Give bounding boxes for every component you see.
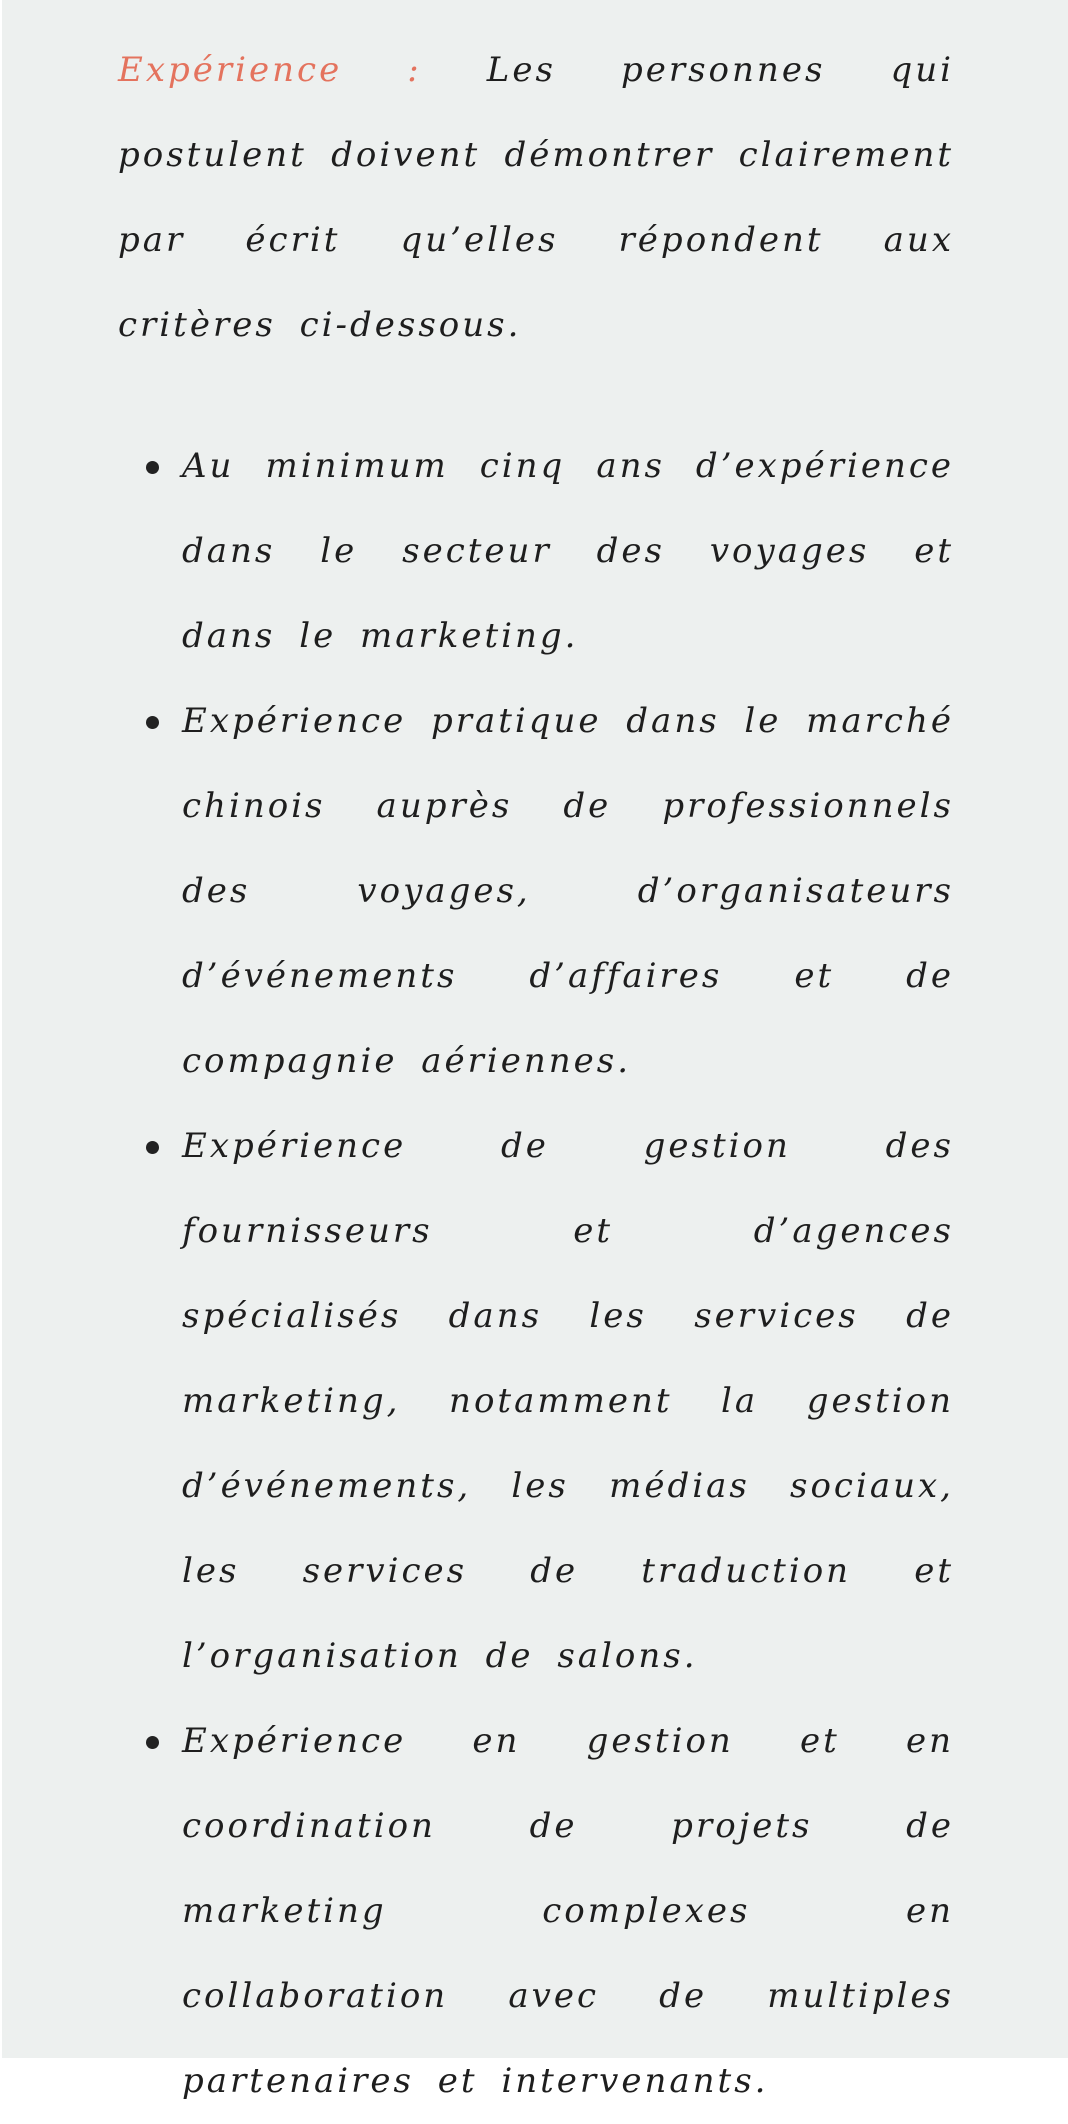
bullet-icon bbox=[146, 1141, 159, 1154]
experience-label: Expérience : bbox=[118, 50, 422, 90]
requirement-item-2 bbox=[182, 679, 954, 1104]
requirements-list bbox=[118, 424, 954, 2124]
bullet-icon bbox=[146, 716, 159, 729]
requirement-text: Expérience de gestion des fournisseurs et d’agences spécialisés dans les services de marketing, notamment la gestion d’événements, les médias sociaux, les services de traduction et l’organisation de salons. bbox=[182, 1126, 954, 1676]
bullet-icon bbox=[146, 461, 159, 474]
requirement-text: Expérience pratique dans le marché chinois auprès de professionnels des voyages, d’organisateurs d’événements d’affaires et de compagnie aériennes. bbox=[182, 701, 954, 1081]
intro-paragraph bbox=[118, 28, 954, 368]
intro-text: Les personnes qui postulent doivent démontrer clairement par écrit qu’elles répondent aux critères ci-dessous. bbox=[118, 50, 954, 345]
bullet-icon bbox=[146, 1736, 159, 1749]
requirement-item-1 bbox=[182, 424, 954, 679]
requirement-text: Expérience en gestion et en coordination de projets de marketing complexes en collaboration avec de multiples partenaires et intervenants. bbox=[182, 1721, 954, 2101]
requirement-item-4 bbox=[182, 1699, 954, 2124]
document-page bbox=[2, 0, 1068, 2101]
requirement-item-3 bbox=[182, 1104, 954, 1699]
requirement-text: Au minimum cinq ans d’expérience dans le secteur des voyages et dans le marketing. bbox=[182, 446, 954, 656]
